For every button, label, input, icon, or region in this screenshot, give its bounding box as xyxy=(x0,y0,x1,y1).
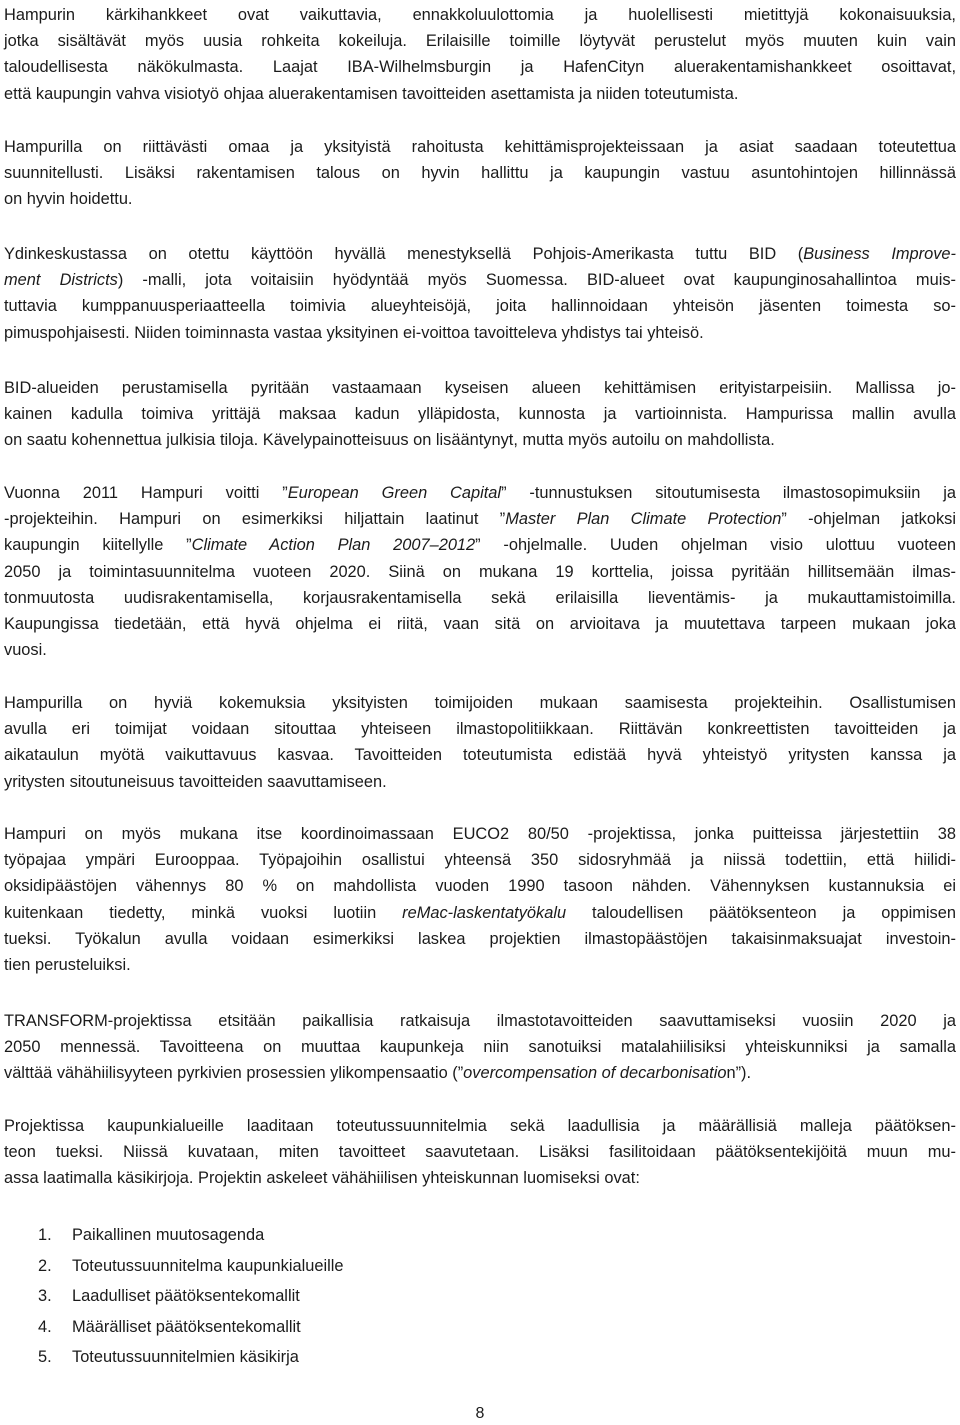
text-line xyxy=(4,1060,956,1086)
text-line xyxy=(4,847,956,873)
list-item-number: 5. xyxy=(38,1348,52,1366)
list-item-text: Toteutussuunnitelma kaupunkialueille xyxy=(72,1256,344,1275)
text-line xyxy=(4,1113,956,1139)
page-number: 8 xyxy=(475,1405,485,1422)
text-segment: ” -ohjelman jatkoksi xyxy=(781,510,957,529)
paragraph-bid-areas xyxy=(4,375,956,454)
text-segment: ” -ohjelmalle. Uuden ohjelman visio ulottuu vuoteen xyxy=(475,536,956,555)
text-line xyxy=(4,480,956,506)
text-line xyxy=(4,160,956,186)
text-line xyxy=(4,506,956,532)
text-line xyxy=(4,926,956,952)
text-segment: on hyvin hoidettu. xyxy=(4,190,133,209)
text-line xyxy=(4,1034,956,1060)
list-item xyxy=(4,1312,344,1343)
italic-text: European Green Capital xyxy=(287,484,502,502)
text-line xyxy=(4,28,956,54)
list-item-text: Määrälliset päätöksentekomallit xyxy=(72,1317,301,1336)
text-line xyxy=(4,320,956,346)
text-segment: pimuspohjaisesti. Niiden toiminnasta vastaa yksityinen ei-voittoa tavoitteleva yhdistys tai yhteisö. xyxy=(4,323,704,342)
text-segment: välttää vähähiilisyyteen pyrkivien prosessien ylikompensaatio (” xyxy=(4,1064,464,1083)
list-item-number: 3. xyxy=(38,1287,52,1305)
paragraph-hamburg-flagship-projects xyxy=(4,2,956,107)
text-line xyxy=(4,900,956,926)
list-item xyxy=(4,1251,344,1282)
text-segment: työpajaa ympäri Eurooppaa. Työpajoihin osallistui yhteensä 350 sidosryhmää ja niissä todettiin, että hiilidi- xyxy=(4,851,956,870)
text-line xyxy=(4,267,956,293)
paragraph-transform-project xyxy=(4,1008,956,1087)
text-segment: jotka sisältävät myös uusia rohkeita kokeiluja. Erilaisille toimille löytyvät perustelut myös muuten kuin vain xyxy=(4,32,956,51)
text-segment: että kaupungin vahva visiotyö ohjaa aluerakentamisen tavoitteiden asettamista ja niiden toteutumista. xyxy=(4,84,739,103)
list-item xyxy=(4,1281,344,1312)
text-line xyxy=(4,1008,956,1034)
text-segment: BID-alueiden perustamisella pyritään vastaamaan kyseisen alueen kehittämisen erityistarpeisiin. Mallissa jo- xyxy=(4,379,956,397)
text-line xyxy=(4,1165,956,1191)
text-line xyxy=(4,769,956,795)
italic-text: reMac-laskentatyökalu xyxy=(402,903,567,922)
text-segment: n”). xyxy=(726,1064,752,1083)
text-line xyxy=(4,742,956,768)
text-segment: oksidipäästöjen vähennys 80 % on mahdollista vuoden 1990 tasoon nähden. Vähennyksen kustannuksia ei xyxy=(4,877,956,896)
text-line xyxy=(4,716,956,742)
italic-text: Business Improve- xyxy=(803,245,956,263)
text-line xyxy=(4,585,956,611)
text-line xyxy=(4,134,956,160)
text-segment: on saatu kohennettua julkisia tiloja. Kävelypainotteisuus on lisääntynyt, mutta myös autoilu on mahdollista. xyxy=(4,431,775,450)
text-segment: suunnitellusti. Lisäksi rakentamisen talous on hyvin hallittu ja kaupungin vastuu asuntohintojen hillinnässä xyxy=(4,164,956,183)
paragraph-private-actors xyxy=(4,690,956,795)
text-segment: tueksi. Työkalun avulla voidaan esimerkiksi laskea projektien ilmastopäästöjen takaisinmaksuajat investoin- xyxy=(4,929,956,948)
list-item-number: 4. xyxy=(38,1317,52,1336)
text-segment: Vuonna 2011 Hampuri voitti ” xyxy=(4,484,288,502)
text-segment: -projekteihin. Hampuri on esimerkiksi hiljattain laatinut ” xyxy=(4,510,506,529)
steps-list xyxy=(4,1220,344,1373)
text-line xyxy=(4,611,956,637)
text-line xyxy=(4,2,956,28)
paragraph-implementation-plans xyxy=(4,1113,956,1192)
list-item-text: Toteutussuunnitelmien käsikirja xyxy=(72,1348,299,1366)
text-segment: Hampuri on myös mukana itse koordinoimassaan EUCO2 80/50 -projektissa, jonka puitteissa järjestettiin 38 xyxy=(4,825,956,843)
list-item-number: 2. xyxy=(38,1256,52,1275)
text-segment: Hampurilla on hyviä kokemuksia yksityisten toimijoiden mukaan saamisesta projekteihin. Osallistumisen xyxy=(4,694,956,712)
text-segment: kainen kadulla toimiva yrittäjä maksaa kadun ylläpidosta, kunnosta ja vartioinnista. Hampurissa mallin avulla xyxy=(4,405,956,424)
list-item-text: Laadulliset päätöksentekomallit xyxy=(72,1287,300,1305)
text-segment: 2050 ja toimintasuunnitelma vuoteen 2020. Siinä on mukana 19 korttelia, joissa pyritään hillitsemään ilmas- xyxy=(4,562,956,581)
text-line xyxy=(4,241,956,267)
text-line xyxy=(4,293,956,319)
text-segment: Hampurin kärkihankkeet ovat vaikuttavia, ennakkoluulottomia ja huolellisesti mietittyjä kokonaisuuksia, xyxy=(4,6,956,24)
text-segment: tonmuutosta uudisrakentamisella, korjausrakentamisella sekä erilaisilla lieventämis- ja mukauttamistoimilla. xyxy=(4,588,956,607)
italic-text: overcompensation of decarbonisatio xyxy=(463,1064,727,1083)
text-segment: kaupungin kiitellylle ” xyxy=(4,536,192,555)
text-segment: taloudellisen päätöksenteon ja oppimisen xyxy=(566,903,956,922)
text-line xyxy=(4,559,956,585)
text-line xyxy=(4,427,956,453)
text-segment: aikataulun myötä vaikuttavuus kasvaa. Tavoitteiden toteutumista edistää hyvä yhteistyö yritysten kanssa ja xyxy=(4,746,956,765)
text-line xyxy=(4,1139,956,1165)
text-segment: vuosi. xyxy=(4,641,47,660)
italic-text: Climate Action Plan 2007–2012 xyxy=(191,536,476,555)
text-line xyxy=(4,54,956,80)
text-line xyxy=(4,532,956,558)
text-segment: tien perusteluiksi. xyxy=(4,956,131,975)
text-line xyxy=(4,637,956,663)
text-line xyxy=(4,401,956,427)
text-line xyxy=(4,375,956,401)
text-segment: Projektissa kaupunkialueille laaditaan toteutussuunnitelmia sekä laadullisia ja määrällisiä malleja päätöksen- xyxy=(4,1117,956,1135)
paragraph-euco2-project xyxy=(4,821,956,978)
list-item xyxy=(4,1220,344,1251)
text-segment: assa laatimalla käsikirjoja. Projektin askeleet vähähiilisen yhteiskunnan luomiseksi ovat: xyxy=(4,1169,640,1188)
text-segment: avulla eri toimijat voidaan sitouttaa yhteiseen ilmastopolitiikkaan. Riittävän konkreettisten tavoitteiden ja xyxy=(4,720,956,739)
text-line xyxy=(4,81,956,107)
text-segment: kuitenkaan tiedetty, minkä vuoksi luotiin xyxy=(4,903,403,922)
text-line xyxy=(4,186,956,212)
text-segment: TRANSFORM-projektissa etsitään paikallisia ratkaisuja ilmastotavoitteiden saavuttamiseksi vuosiin 2020 ja xyxy=(4,1012,956,1030)
text-segment: teon tueksi. Niissä kuvataan, miten tavoitteet saavutetaan. Lisäksi fasilitoidaan päätöksentekijöitä muun mu- xyxy=(4,1143,956,1162)
text-segment: ” -tunnustuksen sitoutumisesta ilmastosopimuksiin ja xyxy=(501,484,956,502)
text-segment: Kaupungissa tiedetään, että hyvä ohjelma ei riitä, vaan sitä on arvioitava ja muutettava tarpeen mukaan joka xyxy=(4,615,956,634)
list-item-number: 1. xyxy=(38,1226,52,1244)
text-line xyxy=(4,821,956,847)
text-segment: ) -malli, jota voitaisiin hyödyntää myös Suomessa. BID-alueet ovat kaupunginosahallintoa muis- xyxy=(117,271,956,290)
text-segment: 2050 mennessä. Tavoitteena on muuttaa kaupunkeja niin sanotuiksi matalahiilisiksi yhteiskunniksi ja samalla xyxy=(4,1038,956,1057)
text-segment: Ydinkeskustassa on otettu käyttöön hyvällä menestyksellä Pohjois-Amerikasta tuttu BID ( xyxy=(4,245,804,263)
list-item-text: Paikallinen muutosagenda xyxy=(72,1226,265,1244)
paragraph-funding xyxy=(4,134,956,213)
text-line xyxy=(4,873,956,899)
italic-text: ment Districts xyxy=(4,271,118,290)
list-item xyxy=(4,1342,344,1373)
paragraph-bid-model xyxy=(4,241,956,346)
text-segment: yritysten sitoutuneisuus tavoitteiden saavuttamiseen. xyxy=(4,772,387,791)
text-segment: Hampurilla on riittävästi omaa ja yksityistä rahoitusta kehittämisprojekteissaan ja asiat saadaan toteutettua xyxy=(4,138,956,156)
text-line xyxy=(4,952,956,978)
text-segment: tuttavia kumppanuusperiaatteella toimivia alueyhteisöjä, joita hallinnoidaan yhteisön jäsenten toimesta so- xyxy=(4,297,956,316)
text-segment: taloudellisesta näkökulmasta. Laajat IBA-Wilhelmsburgin ja HafenCityn aluerakentamishankkeet osoittavat, xyxy=(4,58,956,77)
italic-text: Master Plan Climate Protection xyxy=(505,510,782,529)
paragraph-european-green-capital xyxy=(4,480,956,663)
text-line xyxy=(4,690,956,716)
